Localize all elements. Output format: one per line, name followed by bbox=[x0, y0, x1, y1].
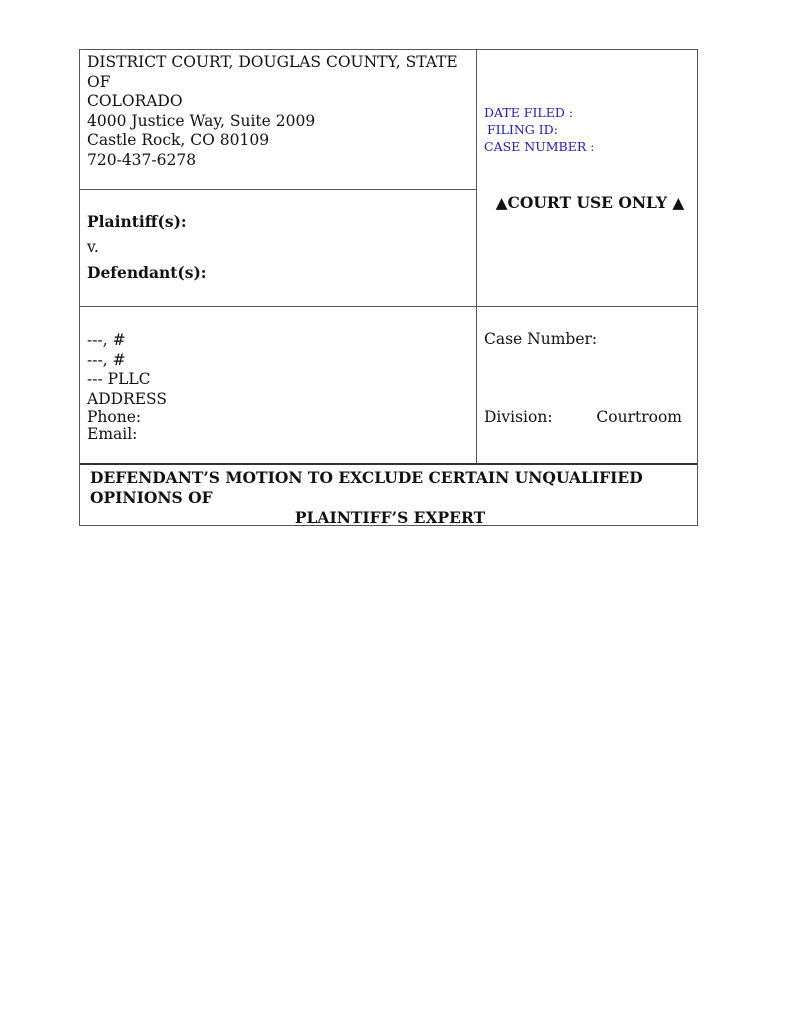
court-line: COLORADO bbox=[87, 92, 183, 110]
plaintiff-label: Plaintiff(s): bbox=[87, 212, 187, 231]
court-city-line: Castle Rock, CO 80109 bbox=[87, 131, 270, 149]
motion-title-line: PLAINTIFF’S EXPERT bbox=[294, 508, 486, 527]
caption-divider-parties-attorney bbox=[80, 306, 697, 307]
court-phone-line: 720-437-6278 bbox=[87, 150, 197, 169]
attorney-info-block bbox=[87, 331, 167, 443]
filing-id-label: FILING ID: bbox=[487, 122, 558, 137]
case-number-stamp-label: CASE NUMBER : bbox=[484, 139, 595, 154]
motion-title-line: DEFENDANT’S MOTION TO EXCLUDE CERTAIN UNQUALIFIED bbox=[90, 468, 643, 487]
courtroom-label: Courtroom bbox=[596, 408, 682, 426]
motion-title-line: OPINIONS OF bbox=[90, 487, 213, 507]
attorney-line: ---, # bbox=[87, 331, 126, 349]
phone-line: Phone: bbox=[87, 408, 142, 426]
parties-block bbox=[87, 212, 207, 282]
case-caption-table bbox=[79, 49, 698, 526]
caption-vertical-divider bbox=[476, 50, 477, 464]
filing-info-block bbox=[484, 104, 594, 155]
caption-divider-court-parties bbox=[80, 189, 476, 190]
caption-divider-title bbox=[80, 463, 697, 465]
court-address-line: 4000 Justice Way, Suite 2009 bbox=[87, 111, 316, 130]
case-number-label: Case Number: bbox=[484, 330, 598, 348]
division-label: Division: bbox=[484, 408, 553, 426]
court-use-only-label: ▲COURT USE ONLY ▲ bbox=[495, 193, 685, 212]
email-line: Email: bbox=[87, 425, 138, 443]
address-line: ADDRESS bbox=[87, 389, 167, 408]
defendant-label: Defendant(s): bbox=[87, 263, 207, 282]
court-line: DISTRICT COURT, DOUGLAS COUNTY, STATE bbox=[87, 53, 458, 71]
attorney-line: ---, # bbox=[87, 350, 126, 369]
court-line: OF bbox=[87, 72, 111, 91]
firm-line: --- PLLC bbox=[87, 370, 151, 388]
date-filed-label: DATE FILED : bbox=[484, 105, 574, 120]
motion-title bbox=[90, 468, 690, 528]
division-courtroom-row bbox=[484, 408, 682, 426]
versus-label: v. bbox=[87, 238, 99, 256]
court-info-block bbox=[87, 53, 469, 170]
